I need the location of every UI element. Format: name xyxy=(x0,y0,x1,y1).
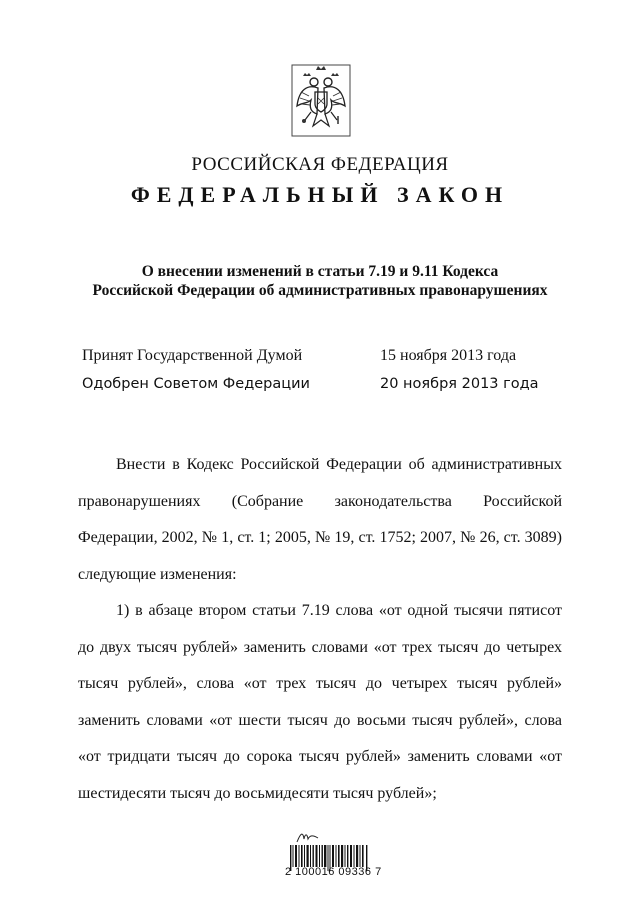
body-paragraph: 1) в абзаце втором статьи 7.19 слова «от одной тысячи пятисот до двух тысяч рублей» заменить словами «от трех тысяч до четырех тысяч рублей», слова «от трех тысяч до четырех тысяч рублей» заменить словами «от шести тысяч до восьми тысяч рублей», слова «от тридцати тысяч до сорока тысяч рублей» заменить словами «от шестидесяти тысяч до восьмидесяти тысяч рублей»; xyxy=(78,602,562,802)
law-body xyxy=(78,447,562,812)
law-title-line-1: О внесении изменений в статьи 7.19 и 9.11 Кодекса xyxy=(141,263,499,280)
coat-of-arms-icon xyxy=(289,62,353,137)
barcode-number: 2 100016 09336 7 xyxy=(285,866,382,878)
law-title-line-2: Российской Федерации об административных правонарушениях xyxy=(92,282,548,299)
document-type: ФЕДЕРАЛЬНЫЙ ЗАКОН xyxy=(130,182,510,207)
council-approval-date: 20 ноября 2013 года xyxy=(380,376,539,392)
signature-mark xyxy=(296,830,320,844)
country-name: РОССИЙСКАЯ ФЕДЕРАЦИЯ xyxy=(191,154,449,175)
council-approval-label: Одобрен Советом Федерации xyxy=(82,376,310,392)
law-title xyxy=(0,262,640,300)
duma-adoption-date: 15 ноября 2013 года xyxy=(380,347,517,364)
duma-adoption-label: Принят Государственной Думой xyxy=(82,347,303,364)
body-paragraph: Внести в Кодекс Российской Федерации об административных правонарушениях (Собрание законодательства Российской Федерации, 2002, № 1, ст. 1; 2005, № 19, ст. 1752; 2007, № 26, ст. 3089) следующие изменения: xyxy=(78,456,562,583)
